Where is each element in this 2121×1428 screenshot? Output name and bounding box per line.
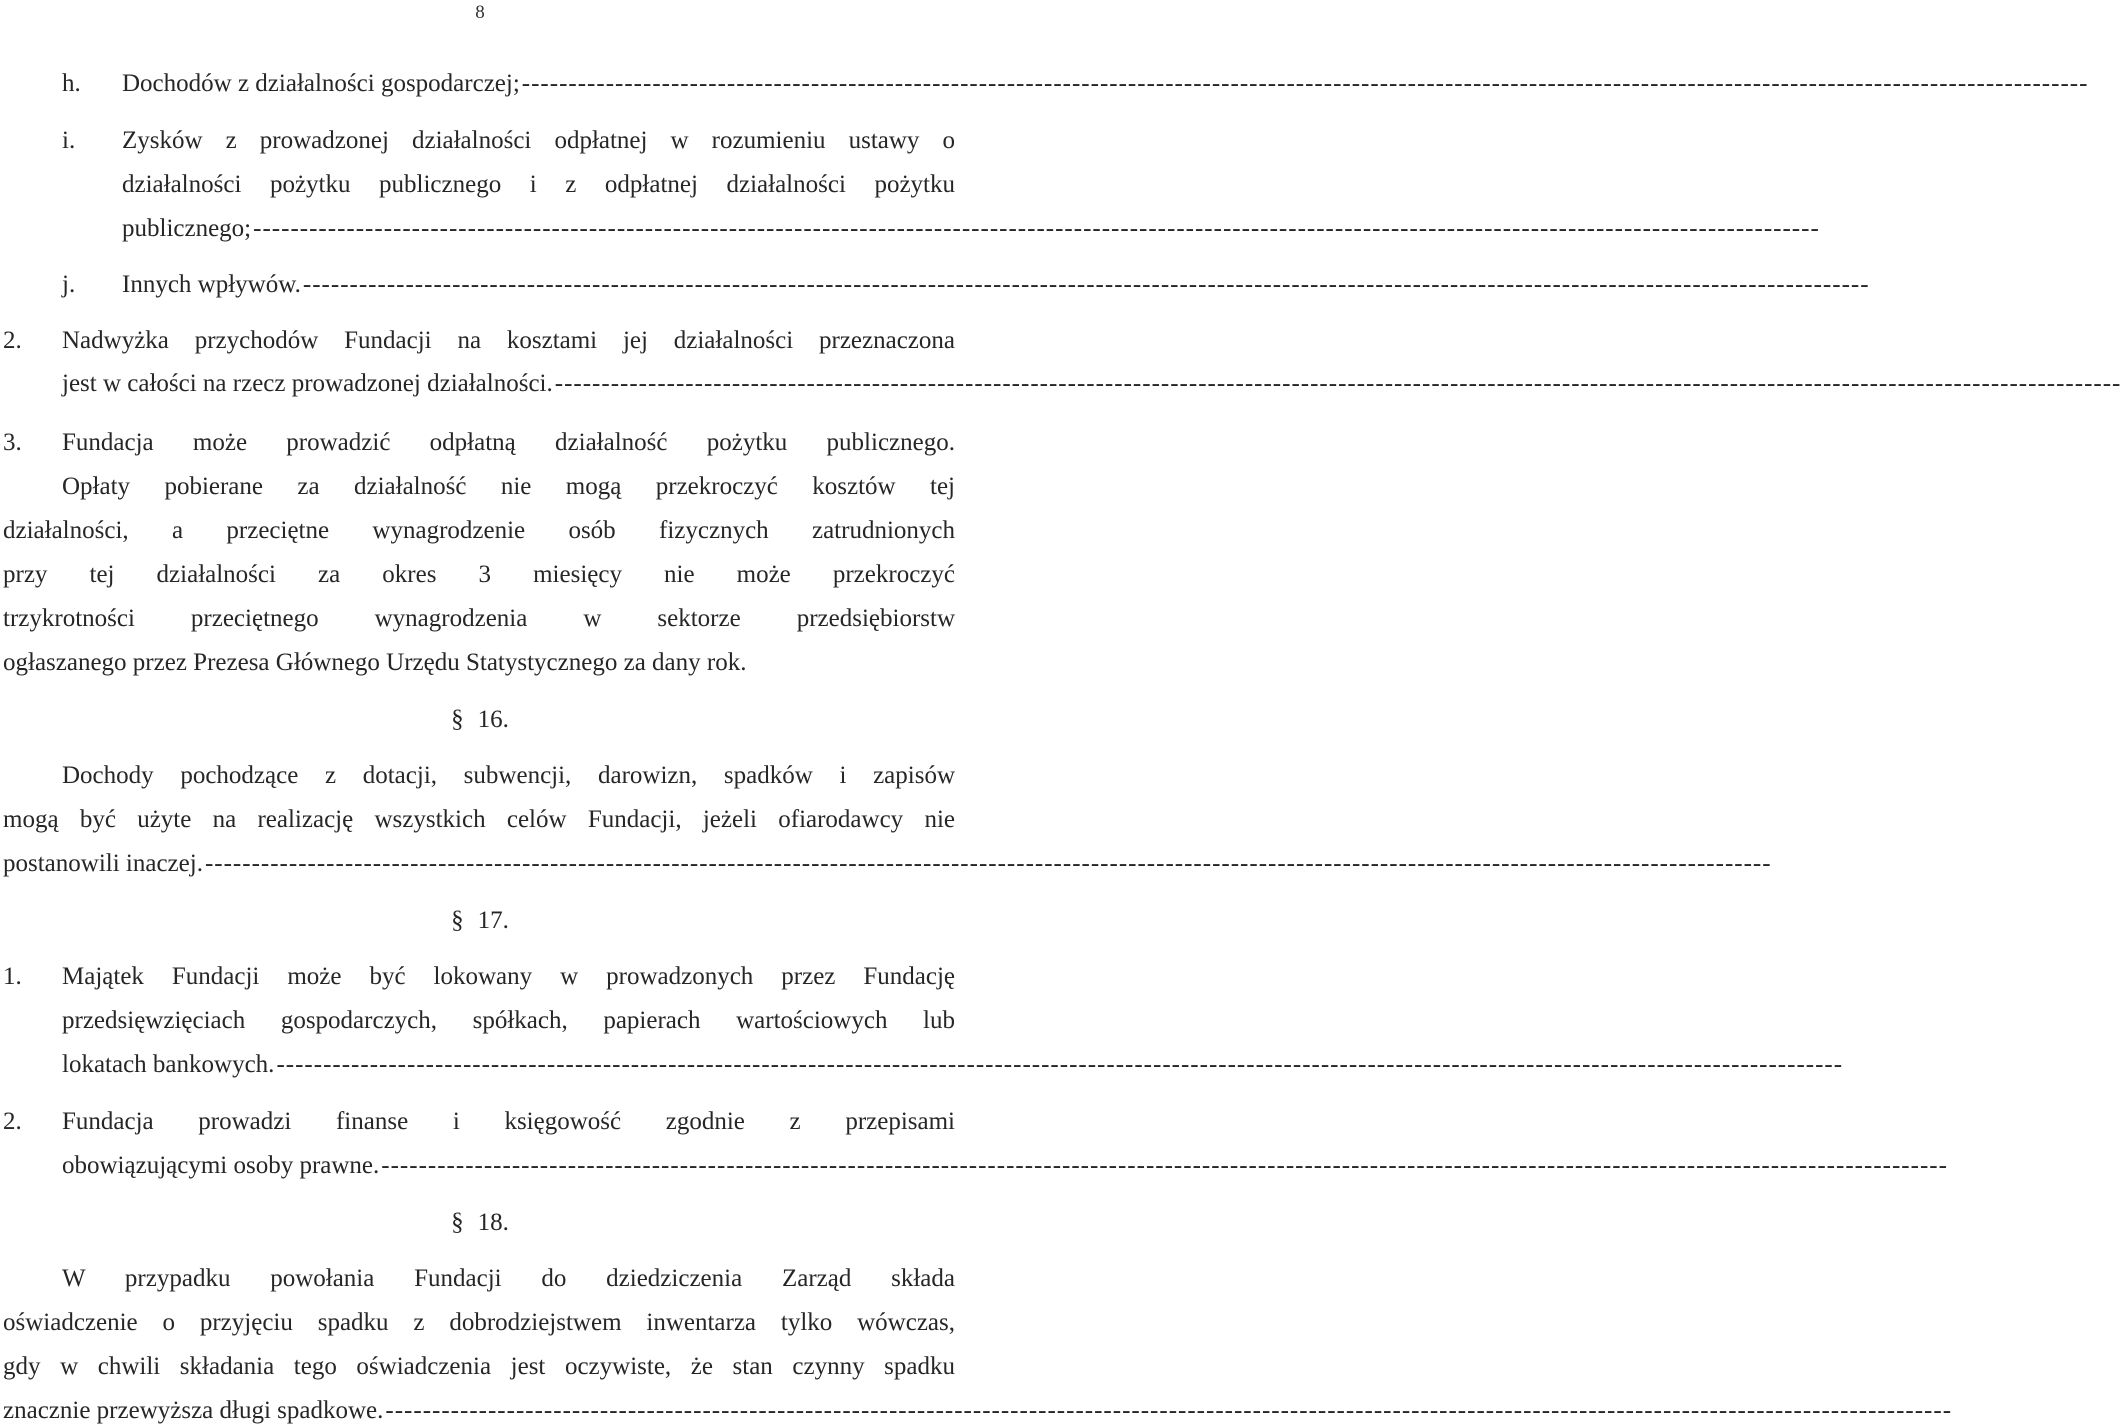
section-number: 17. bbox=[477, 907, 509, 934]
point-marker-17-2: 2. bbox=[3, 1108, 22, 1135]
section-18-line-3: gdy w chwili składania tego oświadczenia jest oczywiste, że stan czynny spadku bbox=[3, 1353, 955, 1380]
item-h-line bbox=[122, 69, 2089, 99]
section-symbol: § bbox=[451, 1209, 464, 1236]
section-number: 18. bbox=[477, 1209, 509, 1236]
item-i-line-3 bbox=[122, 214, 1820, 244]
section-symbol: § bbox=[451, 907, 464, 934]
section-18-line-2: oświadczenie o przyjęciu spadku z dobrodziejstwem inwentarza tylko wówczas, bbox=[3, 1309, 955, 1336]
section-17-p1-text-3: lokatach bankowych. bbox=[62, 1051, 275, 1078]
dash-fill: ------------------------------------------------------------------------------------------------------------------------------------------------------------------------ bbox=[385, 1397, 1953, 1424]
section-18-text-4: znacznie przewyższa długi spadkowe. bbox=[3, 1397, 384, 1424]
section-17-p2-line-2 bbox=[62, 1151, 1948, 1181]
item-i-line-1: Zysków z prowadzonej działalności odpłatnej w rozumieniu ustawy o bbox=[122, 127, 955, 154]
section-16-line-1: Dochody pochodzące z dotacji, subwencji, darowizn, spadków i zapisów bbox=[62, 762, 955, 789]
section-17-p1-line-1: Majątek Fundacji może być lokowany w prowadzonych przez Fundację bbox=[62, 963, 955, 990]
section-17-p1-line-2: przedsięwzięciach gospodarczych, spółkach, papierach wartościowych lub bbox=[62, 1007, 955, 1034]
section-18-line-1: W przypadku powołania Fundacji do dziedziczenia Zarząd składa bbox=[62, 1265, 955, 1292]
section-17-p1-line-3 bbox=[62, 1050, 1844, 1080]
dash-fill: ------------------------------------------------------------------------------------------------------------------------------------------------------------------------ bbox=[381, 1152, 1948, 1179]
section-number: 16. bbox=[477, 706, 509, 733]
point-3-line-1: Fundacja może prowadzić odpłatną działalność pożytku publicznego. bbox=[62, 429, 955, 456]
point-3-line-5: trzykrotności przeciętnego wynagrodzenia w sektorze przedsiębiorstw bbox=[3, 605, 955, 632]
page-number: 8 bbox=[475, 2, 485, 23]
item-marker-i: i. bbox=[62, 127, 76, 154]
point-2-line-2 bbox=[62, 369, 2121, 399]
point-marker-2: 2. bbox=[3, 327, 22, 354]
section-16-text-3: postanowili inaczej. bbox=[3, 850, 203, 877]
point-2-line-1: Nadwyżka przychodów Fundacji na kosztami jej działalności przeznaczona bbox=[62, 327, 955, 354]
section-16-line-3 bbox=[3, 849, 1772, 879]
dash-fill: ------------------------------------------------------------------------------------------------------------------------------------------------------------------------ bbox=[253, 215, 1820, 242]
item-i-line-2: działalności pożytku publicznego i z odpłatnej działalności pożytku bbox=[122, 171, 955, 198]
dash-fill: ------------------------------------------------------------------------------------------------------------------------------------------------------------------------ bbox=[554, 370, 2121, 397]
section-symbol: § bbox=[451, 706, 464, 733]
section-17-p2-line-1: Fundacja prowadzi finanse i księgowość zgodnie z przepisami bbox=[62, 1108, 955, 1135]
dash-fill: ------------------------------------------------------------------------------------------------------------------------------------------------------------------------ bbox=[521, 70, 2089, 97]
point-3-line-3: działalności, a przeciętne wynagrodzenie osób fizycznych zatrudnionych bbox=[3, 517, 955, 544]
dash-fill: ------------------------------------------------------------------------------------------------------------------------------------------------------------------------ bbox=[204, 850, 1772, 877]
section-heading-18 bbox=[0, 1208, 960, 1238]
section-17-p2-text-2: obowiązującymi osoby prawne. bbox=[62, 1152, 380, 1179]
section-heading-16 bbox=[0, 705, 960, 735]
item-j-text: Innych wpływów. bbox=[122, 271, 301, 298]
point-3-line-2: Opłaty pobierane za działalność nie mogą przekroczyć kosztów tej bbox=[62, 473, 955, 500]
dash-fill: ------------------------------------------------------------------------------------------------------------------------------------------------------------------------ bbox=[302, 271, 1870, 298]
item-marker-h: h. bbox=[62, 70, 81, 97]
dash-fill: ------------------------------------------------------------------------------------------------------------------------------------------------------------------------ bbox=[276, 1051, 1844, 1078]
point-3-line-4: przy tej działalności za okres 3 miesięcy nie może przekroczyć bbox=[3, 561, 955, 588]
item-marker-j: j. bbox=[62, 271, 76, 298]
item-i-text-3: publicznego; bbox=[122, 215, 252, 242]
section-heading-17 bbox=[0, 906, 960, 936]
item-h-text: Dochodów z działalności gospodarczej; bbox=[122, 70, 520, 97]
point-2-text-2: jest w całości na rzecz prowadzonej działalności. bbox=[62, 370, 553, 397]
item-j-line bbox=[122, 270, 1870, 300]
section-18-line-4 bbox=[3, 1396, 1953, 1426]
section-16-line-2: mogą być użyte na realizację wszystkich celów Fundacji, jeżeli ofiarodawcy nie bbox=[3, 806, 955, 833]
point-marker-17-1: 1. bbox=[3, 963, 22, 990]
point-marker-3: 3. bbox=[3, 429, 22, 456]
point-3-line-6: ogłaszanego przez Prezesa Głównego Urzędu Statystycznego za dany rok. bbox=[3, 649, 747, 676]
